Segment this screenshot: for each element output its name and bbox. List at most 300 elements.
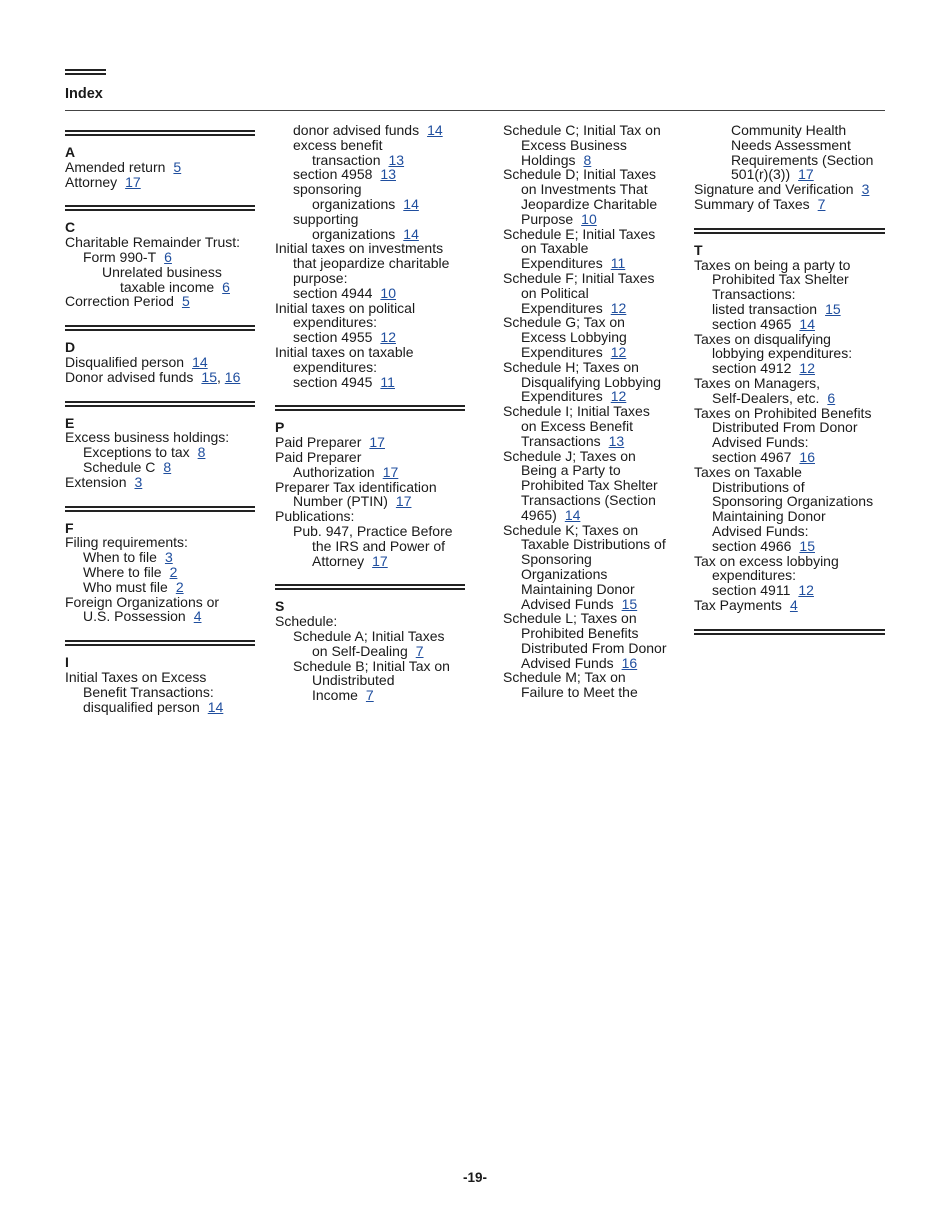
index-entry: [503, 670, 683, 685]
index-entry: [65, 595, 255, 610]
entry-text: organizations: [312, 225, 396, 242]
entry-text: Taxable Distributions of: [521, 536, 666, 553]
page-link[interactable]: 8: [197, 444, 206, 461]
page-link[interactable]: 16: [799, 448, 815, 465]
entry-text: Requirements (Section: [731, 151, 874, 168]
section-double-rule: [65, 401, 255, 407]
entry-text: Transactions (Section: [521, 491, 656, 508]
entry-text: lobbying expenditures:: [712, 345, 853, 362]
entry-text: Schedule C; Initial Tax on: [503, 122, 661, 138]
entry-text: Failure to Meet the: [521, 684, 638, 701]
index-entry: [503, 123, 683, 138]
index-entry: [694, 465, 885, 480]
index-entry: [503, 478, 683, 493]
index-entry: [503, 330, 683, 345]
section-double-rule: [65, 506, 255, 512]
index-entry: [694, 182, 885, 197]
page-link[interactable]: 10: [581, 210, 597, 227]
index-entry: [694, 302, 885, 317]
section-letter: C: [65, 219, 76, 236]
page-link[interactable]: 3: [861, 181, 870, 198]
page-link[interactable]: 5: [173, 158, 182, 175]
index-entry: [65, 280, 255, 295]
index-entry: [694, 167, 885, 182]
index-entry: [503, 641, 683, 656]
entry-text: on Taxable: [521, 240, 589, 257]
entry-text: on Excess Benefit: [521, 417, 634, 434]
page-link[interactable]: 7: [817, 195, 826, 212]
entry-text: Filing requirements:: [65, 534, 188, 551]
entry-text: Schedule M; Tax on: [503, 669, 626, 686]
entry-text: Excess Business: [521, 136, 627, 153]
index-entry: [275, 614, 465, 629]
entry-text: section 4958: [293, 166, 373, 183]
page-title: Index: [65, 86, 103, 102]
page-link[interactable]: 14: [403, 195, 419, 212]
index-entry: [65, 294, 255, 309]
index-entry: [503, 360, 683, 375]
index-entry: [275, 241, 465, 256]
index-section: [694, 123, 885, 212]
index-entry: [275, 345, 465, 360]
page-link[interactable]: 17: [382, 463, 399, 480]
index-entry: [694, 272, 885, 287]
entry-text: taxable income: [120, 278, 215, 295]
entry-text: Maintaining Donor: [521, 580, 635, 597]
page-link[interactable]: 13: [608, 432, 625, 449]
index-entry: [65, 355, 255, 370]
index-entry: [694, 480, 885, 495]
entry-text: Purpose: [521, 210, 574, 227]
entry-text: Expenditures: [521, 388, 603, 405]
entry-text: When to file: [83, 549, 157, 566]
page-link[interactable]: 15: [621, 595, 638, 612]
entry-text: Signature and Verification: [694, 181, 854, 198]
index-entry: [503, 656, 683, 671]
entry-text: Taxes on disqualifying: [694, 330, 831, 347]
index-entry: [694, 376, 885, 391]
page-link[interactable]: 12: [380, 329, 396, 346]
index-entry: [503, 227, 683, 242]
entry-text: section 4955: [293, 329, 373, 346]
index-entry: [275, 673, 465, 688]
index-entry: [694, 583, 885, 598]
index-entry: [65, 445, 255, 460]
index-entry: [503, 582, 683, 597]
entry-text: Preparer Tax identification: [275, 478, 437, 495]
page-link[interactable]: 8: [583, 151, 592, 168]
page-link[interactable]: 16: [224, 368, 241, 385]
entry-text: section 4945: [293, 373, 373, 390]
entry-text: Benefit Transactions:: [83, 683, 214, 700]
entry-text: Who must file: [83, 578, 168, 595]
index-entry: [275, 227, 465, 242]
entry-text: Summary of Taxes: [694, 195, 810, 212]
index-entry: [275, 360, 465, 375]
index-entry: [275, 554, 465, 569]
page-link[interactable]: 14: [564, 506, 581, 523]
entry-text: Unrelated business: [102, 263, 222, 280]
entry-text: Tax Payments: [694, 596, 782, 613]
index-entry: [503, 375, 683, 390]
index-entry: [65, 250, 255, 265]
entry-text: supporting: [293, 210, 359, 227]
entry-text: Paid Preparer: [275, 448, 362, 465]
index-entry: [65, 550, 255, 565]
index-section: [65, 130, 255, 189]
page-link[interactable]: 15: [799, 537, 815, 554]
entry-text: on Political: [521, 284, 589, 301]
page-link[interactable]: 8: [163, 458, 172, 475]
entry-text: on Investments That: [521, 181, 648, 198]
section-letter: P: [275, 419, 285, 436]
index-entry: [275, 450, 465, 465]
index-entry: [503, 552, 683, 567]
index-entry: [694, 361, 885, 376]
index-entry: [694, 598, 885, 613]
entry-text: that jeopardize charitable: [293, 255, 450, 272]
index-entry: [65, 609, 255, 624]
entry-text: Schedule I; Initial Taxes: [503, 403, 650, 420]
index-entry: [275, 153, 465, 168]
index-entry: [275, 271, 465, 286]
entry-text: Schedule J; Taxes on: [503, 447, 636, 464]
index-entry: [275, 480, 465, 495]
entry-text: listed transaction: [712, 300, 818, 317]
page-link[interactable]: 17: [798, 166, 814, 183]
page-link[interactable]: 12: [610, 388, 627, 405]
page-link[interactable]: 16: [621, 654, 638, 671]
index-entry: [65, 580, 255, 595]
entry-text: section 4967: [712, 448, 792, 465]
index-entry: [694, 138, 885, 153]
index-entry: [694, 317, 885, 332]
entry-text: Exceptions to tax: [83, 444, 190, 461]
page-link[interactable]: 12: [610, 299, 627, 316]
entry-text: section 4912: [712, 360, 792, 377]
page-link[interactable]: 14: [207, 698, 224, 715]
index-column-2: [275, 123, 465, 719]
page-link[interactable]: 13: [388, 151, 405, 168]
index-entry: [694, 494, 885, 509]
index-entry: [275, 212, 465, 227]
index-entry: [694, 197, 885, 212]
entry-text: Undistributed: [312, 672, 395, 689]
index-section: [65, 401, 255, 490]
entry-text: disqualified person: [83, 698, 200, 715]
section-double-rule: [694, 228, 885, 234]
entry-text: Disqualified person: [65, 353, 185, 370]
entry-text: Initial taxes on investments: [275, 240, 444, 257]
page-link[interactable]: 17: [369, 434, 385, 451]
page-link[interactable]: 12: [798, 582, 814, 599]
entry-text: Schedule C: [83, 458, 156, 475]
section-letter: E: [65, 414, 75, 431]
index-entry: [65, 175, 255, 190]
index-entry: [65, 430, 255, 445]
page-link[interactable]: 14: [427, 122, 443, 138]
section-letter: A: [65, 144, 76, 160]
index-entry: [275, 659, 465, 674]
section-letter: S: [275, 598, 285, 615]
index-entry: [65, 670, 255, 685]
entry-text: Sponsoring: [521, 551, 592, 568]
entry-text: 4965): [521, 506, 557, 523]
page-link[interactable]: 11: [610, 255, 626, 272]
entry-text: excess benefit: [293, 136, 383, 153]
entry-text: Where to file: [83, 563, 162, 580]
entry-text: Self-Dealers, etc.: [712, 389, 820, 406]
index-entry: [275, 123, 465, 138]
index-entry: [694, 524, 885, 539]
index-entry: [275, 629, 465, 644]
entry-text: Schedule:: [275, 613, 338, 630]
entry-text: Needs Assessment: [731, 136, 851, 153]
index-entry: [503, 537, 683, 552]
index-section: [503, 123, 683, 700]
index-entry: [65, 685, 255, 700]
index-entry: [275, 375, 465, 390]
index-entry: [275, 435, 465, 450]
entry-text: Foreign Organizations or: [65, 593, 220, 610]
entry-text: Advised Funds: [521, 654, 614, 671]
entry-text: Advised Funds: [521, 595, 614, 612]
entry-text: Transactions: [521, 432, 601, 449]
index-section: [694, 228, 885, 613]
index-entry: [275, 509, 465, 524]
section-double-rule: [65, 205, 255, 211]
index-entry: [694, 539, 885, 554]
entry-text: Income: [312, 687, 358, 704]
entry-text: Distributions of: [712, 478, 805, 495]
entry-text: Excess Lobbying: [521, 329, 627, 346]
index-entry: [65, 370, 255, 385]
section-letter: I: [65, 654, 69, 671]
entry-text: Expenditures: [521, 343, 603, 360]
entry-text: expenditures:: [293, 358, 378, 375]
page-link[interactable]: 12: [610, 343, 627, 360]
index-entry: [694, 123, 885, 138]
entry-text: Initial taxes on political: [275, 299, 416, 316]
index-entry: [503, 389, 683, 404]
entry-text: Schedule L; Taxes on: [503, 610, 637, 627]
page-link[interactable]: 6: [222, 278, 230, 295]
entry-text: Advised Funds:: [712, 522, 809, 539]
index-entry: [503, 182, 683, 197]
entry-text: purpose:: [293, 269, 348, 286]
index-entry: [65, 475, 255, 490]
index-entry: [65, 265, 255, 280]
page-link[interactable]: 17: [372, 552, 388, 569]
page-link[interactable]: 15: [825, 300, 841, 317]
section-letter: F: [65, 519, 74, 536]
entry-text: Holdings: [521, 151, 576, 168]
index-entry: [503, 271, 683, 286]
entry-text: Taxes on being a party to: [694, 256, 851, 273]
index-section: [65, 640, 255, 714]
index-entry: [503, 626, 683, 641]
page-link[interactable]: 3: [134, 473, 143, 490]
entry-text: Distributed From Donor: [521, 639, 667, 656]
title-divider: [65, 110, 885, 111]
page-link[interactable]: 17: [395, 493, 412, 510]
entry-text: Expenditures: [521, 299, 603, 316]
entry-text: Schedule K; Taxes on: [503, 521, 639, 538]
entry-text: Attorney: [312, 552, 365, 569]
index-entry: [65, 535, 255, 550]
index-entry: [503, 138, 683, 153]
index-entry: [503, 256, 683, 271]
entry-text: Paid Preparer: [275, 434, 362, 451]
page-link[interactable]: 7: [415, 642, 424, 659]
index-entry: [275, 315, 465, 330]
entry-text: the IRS and Power of: [312, 537, 446, 554]
entry-text: Taxes on Managers,: [694, 374, 821, 391]
entry-text: transaction: [312, 151, 381, 168]
entry-text: Transactions:: [712, 286, 796, 303]
index-entry: [503, 493, 683, 508]
index-entry: [275, 286, 465, 301]
page-link[interactable]: 2: [169, 563, 178, 580]
index-entry: [503, 241, 683, 256]
section-double-rule: [275, 584, 465, 590]
index-entry: [694, 435, 885, 450]
header-double-rule: [65, 69, 106, 75]
index-entry: [275, 688, 465, 703]
index-entry: [694, 346, 885, 361]
page-link[interactable]: 17: [125, 173, 141, 190]
index-entry: [694, 406, 885, 421]
section-double-rule: [65, 325, 255, 331]
page-link[interactable]: 2: [175, 578, 184, 595]
index-entry: [65, 460, 255, 475]
entry-text: Excess business holdings:: [65, 429, 230, 446]
section-letter: D: [65, 339, 76, 356]
entry-text: Pub. 947, Practice Before: [293, 522, 453, 539]
section-double-rule: [65, 640, 255, 646]
page-link[interactable]: 12: [799, 360, 815, 377]
index-entry: [275, 167, 465, 182]
entry-text: Organizations: [521, 565, 608, 582]
page-link[interactable]: 13: [380, 166, 396, 183]
entry-text: Form 990-T: [83, 248, 157, 265]
index-entry: [275, 301, 465, 316]
entry-text: expenditures:: [712, 567, 797, 584]
index-entry: [694, 554, 885, 569]
entry-text: organizations: [312, 195, 396, 212]
index-entry: [275, 539, 465, 554]
entry-text: sponsoring: [293, 181, 362, 198]
index-column-3: [503, 123, 683, 716]
index-entry: [65, 700, 255, 715]
page-link[interactable]: 7: [365, 687, 374, 704]
index-entry: [275, 138, 465, 153]
page-link[interactable]: 10: [380, 284, 396, 301]
index-entry: [503, 345, 683, 360]
page-link[interactable]: 5: [181, 293, 190, 310]
page-link[interactable]: 6: [164, 248, 172, 265]
index-column-1: [65, 123, 255, 730]
page-link[interactable]: 3: [164, 549, 173, 566]
entry-text: Attorney: [65, 173, 118, 190]
index-entry: [275, 197, 465, 212]
entry-text: Prohibited Benefits: [521, 625, 639, 642]
index-section: [275, 405, 465, 568]
page-link[interactable]: 14: [192, 353, 208, 370]
index-entry: [694, 332, 885, 347]
entry-text: Being a Party to: [521, 462, 621, 479]
index-entry: [503, 434, 683, 449]
index-entry: [503, 315, 683, 330]
index-entry: [694, 450, 885, 465]
index-entry: [694, 568, 885, 583]
index-entry: [503, 404, 683, 419]
index-column-4: [694, 123, 885, 635]
index-entry: [503, 523, 683, 538]
index-section: [65, 325, 255, 384]
section-letter: T: [694, 241, 703, 258]
index-entry: [503, 685, 683, 700]
entry-text: Expenditures: [521, 255, 603, 272]
index-entry: [65, 160, 255, 175]
entry-text: expenditures:: [293, 314, 378, 331]
page-link[interactable]: 6: [827, 389, 836, 406]
page-link[interactable]: 14: [799, 315, 815, 332]
entry-text: U.S. Possession: [83, 608, 186, 625]
entry-text: Schedule E; Initial Taxes: [503, 225, 656, 242]
page-link[interactable]: 4: [789, 596, 798, 613]
entry-text: Schedule H; Taxes on: [503, 358, 639, 375]
index-entry: [275, 182, 465, 197]
entry-text: Donor advised funds: [65, 368, 194, 385]
entry-text: Correction Period: [65, 293, 174, 310]
index-section: [275, 584, 465, 703]
page-link[interactable]: 14: [403, 225, 419, 242]
entry-text: 501(r)(3)): [731, 166, 791, 183]
entry-text: Prohibited Tax Shelter: [521, 477, 658, 494]
index-entry: [694, 258, 885, 273]
index-entry: [694, 287, 885, 302]
section-double-rule: [275, 405, 465, 411]
index-entry: [503, 419, 683, 434]
index-section: [65, 506, 255, 625]
index-entry: [65, 565, 255, 580]
entry-text: Distributed From Donor: [712, 419, 858, 436]
entry-text: section 4911: [712, 582, 791, 599]
entry-text: Community Health: [731, 122, 847, 138]
entry-text: section 4965: [712, 315, 792, 332]
page-link[interactable]: 4: [193, 608, 202, 625]
entry-text: Initial Taxes on Excess: [65, 668, 207, 685]
index-entry: [503, 197, 683, 212]
index-entry: [503, 508, 683, 523]
entry-text: Advised Funds:: [712, 434, 809, 451]
entry-text: Tax on excess lobbying: [694, 552, 839, 569]
page-link[interactable]: 15: [201, 368, 217, 385]
entry-text: Extension: [65, 473, 127, 490]
entry-text: Disqualifying Lobbying: [521, 373, 662, 390]
page-link[interactable]: 11: [380, 373, 395, 390]
entry-text: Schedule A; Initial Taxes: [293, 627, 445, 644]
entry-text: section 4944: [293, 284, 373, 301]
entry-text: Schedule F; Initial Taxes: [503, 269, 655, 286]
index-entry: [503, 153, 683, 168]
index-entry: [275, 524, 465, 539]
index-entry: [694, 420, 885, 435]
index-entry: [275, 494, 465, 509]
entry-text: Number (PTIN): [293, 493, 388, 510]
entry-text: Taxes on Taxable: [694, 463, 802, 480]
